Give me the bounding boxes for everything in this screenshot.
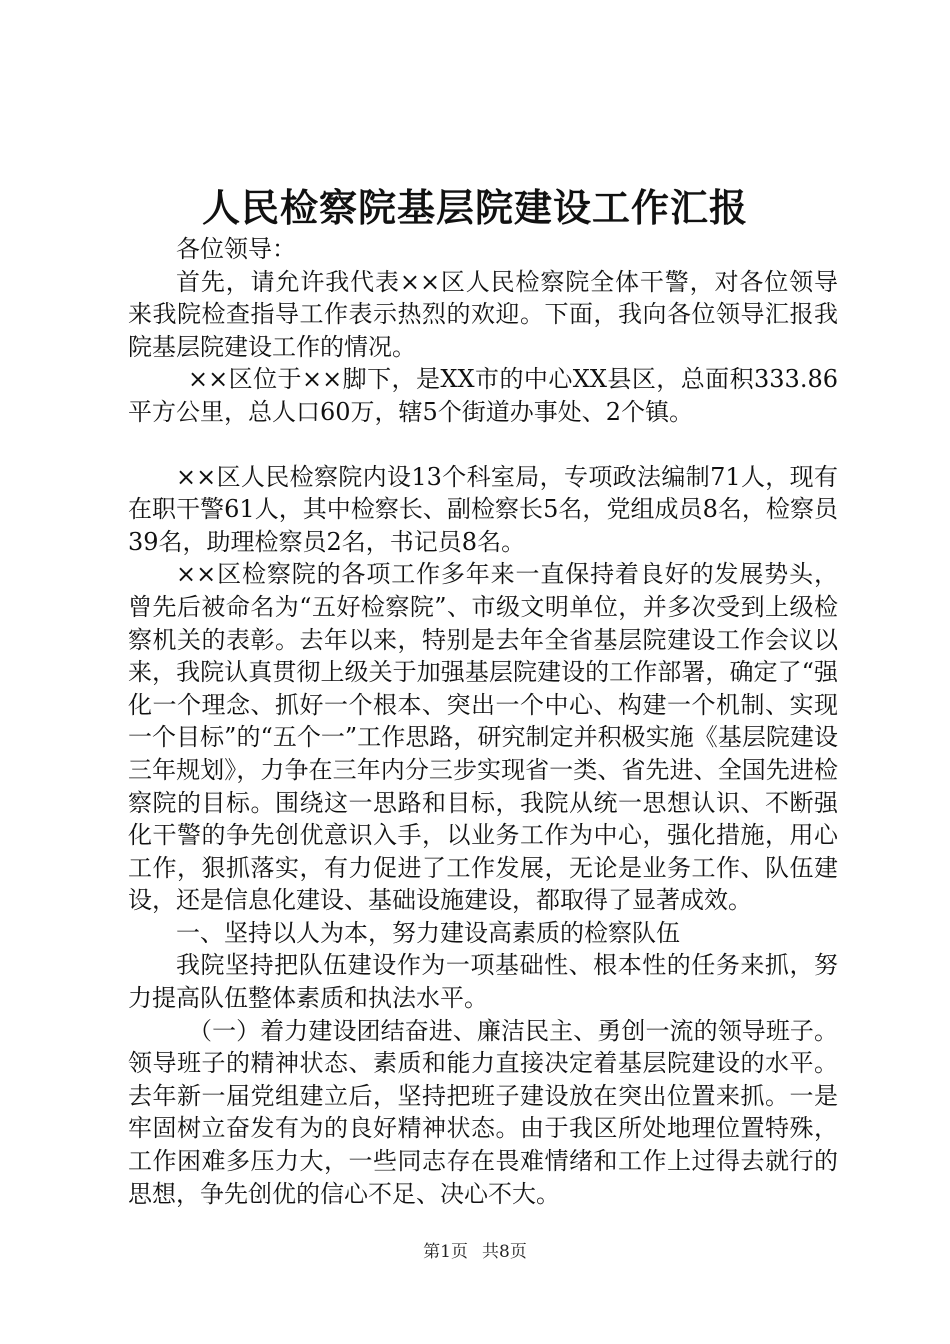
page-total: 共8页	[482, 1242, 527, 1262]
welcome-paragraph: 首先，请允许我代表××区人民检察院全体干警，对各位领导来我院检查指导工作表示热烈的欢迎。下面，我向各位领导汇报我院基层院建设工作的情况。	[128, 267, 838, 361]
leadership-paragraph: （一）着力建设团结奋进、廉洁民主、勇创一流的领导班子。领导班子的精神状态、素质和能力直接决定着基层院建设的水平。去年新一届党组建立后，坚持把班子建设放在突出位置来抓。一是牢固树立奋发有为的良好精神状态。由于我区所处地理位置特殊，工作困难多压力大，一些同志存在畏难情绪和工作上过得去就行的思想，争先创优的信心不足、决心不大。	[128, 1016, 838, 1208]
salutation-paragraph: 各位领导：	[176, 235, 296, 263]
page-footer	[0, 1240, 950, 1264]
achievements-paragraph: ××区检察院的各项工作多年来一直保持着良好的发展势头，曾先后被命名为“五好检察院”、市级文明单位，并多次受到上级检察机关的表彰。去年以来，特别是去年全省基层院建设工作会议以来，我院认真贯彻上级关于加强基层院建设的工作部署，确定了“强化一个理念、抓好一个根本、突出一个中心、构建一个机制、实现一个目标”的“五个一”工作思路，研究制定并积极实施《基层院建设三年规划》，力争在三年内分三步实现省一类、省先进、全国先进检察院的目标。围绕这一思路和目标，我院从统一思想认识、不断强化干警的争先创优意识入手，以业务工作为中心，强化措施，用心工作，狠抓落实，有力促进了工作发展，无论是业务工作、队伍建设，还是信息化建设、基础设施建设，都取得了显著成效。	[128, 560, 838, 915]
section-heading-1: 一、坚持以人为本，努力建设高素质的检察队伍	[176, 918, 680, 947]
document-body	[128, 233, 838, 1210]
document-title: 人民检察院基层院建设工作汇报	[201, 185, 748, 230]
staffing-paragraph: ××区人民检察院内设13个科室局，专项政法编制71人，现有在职干警61人，其中检察长、副检察长5名，党组成员8名，检察员39名，助理检察员2名，书记员8名。	[128, 462, 838, 556]
page-number: 第1页	[423, 1242, 468, 1262]
team-building-paragraph: 我院坚持把队伍建设作为一项基础性、根本性的任务来抓，努力提高队伍整体素质和执法水平。	[128, 951, 838, 1013]
district-overview-paragraph: ××区位于××脚下，是XX市的中心XX县区，总面积333.86平方公里，总人口60万，辖5个街道办事处、2个镇。	[128, 365, 838, 426]
